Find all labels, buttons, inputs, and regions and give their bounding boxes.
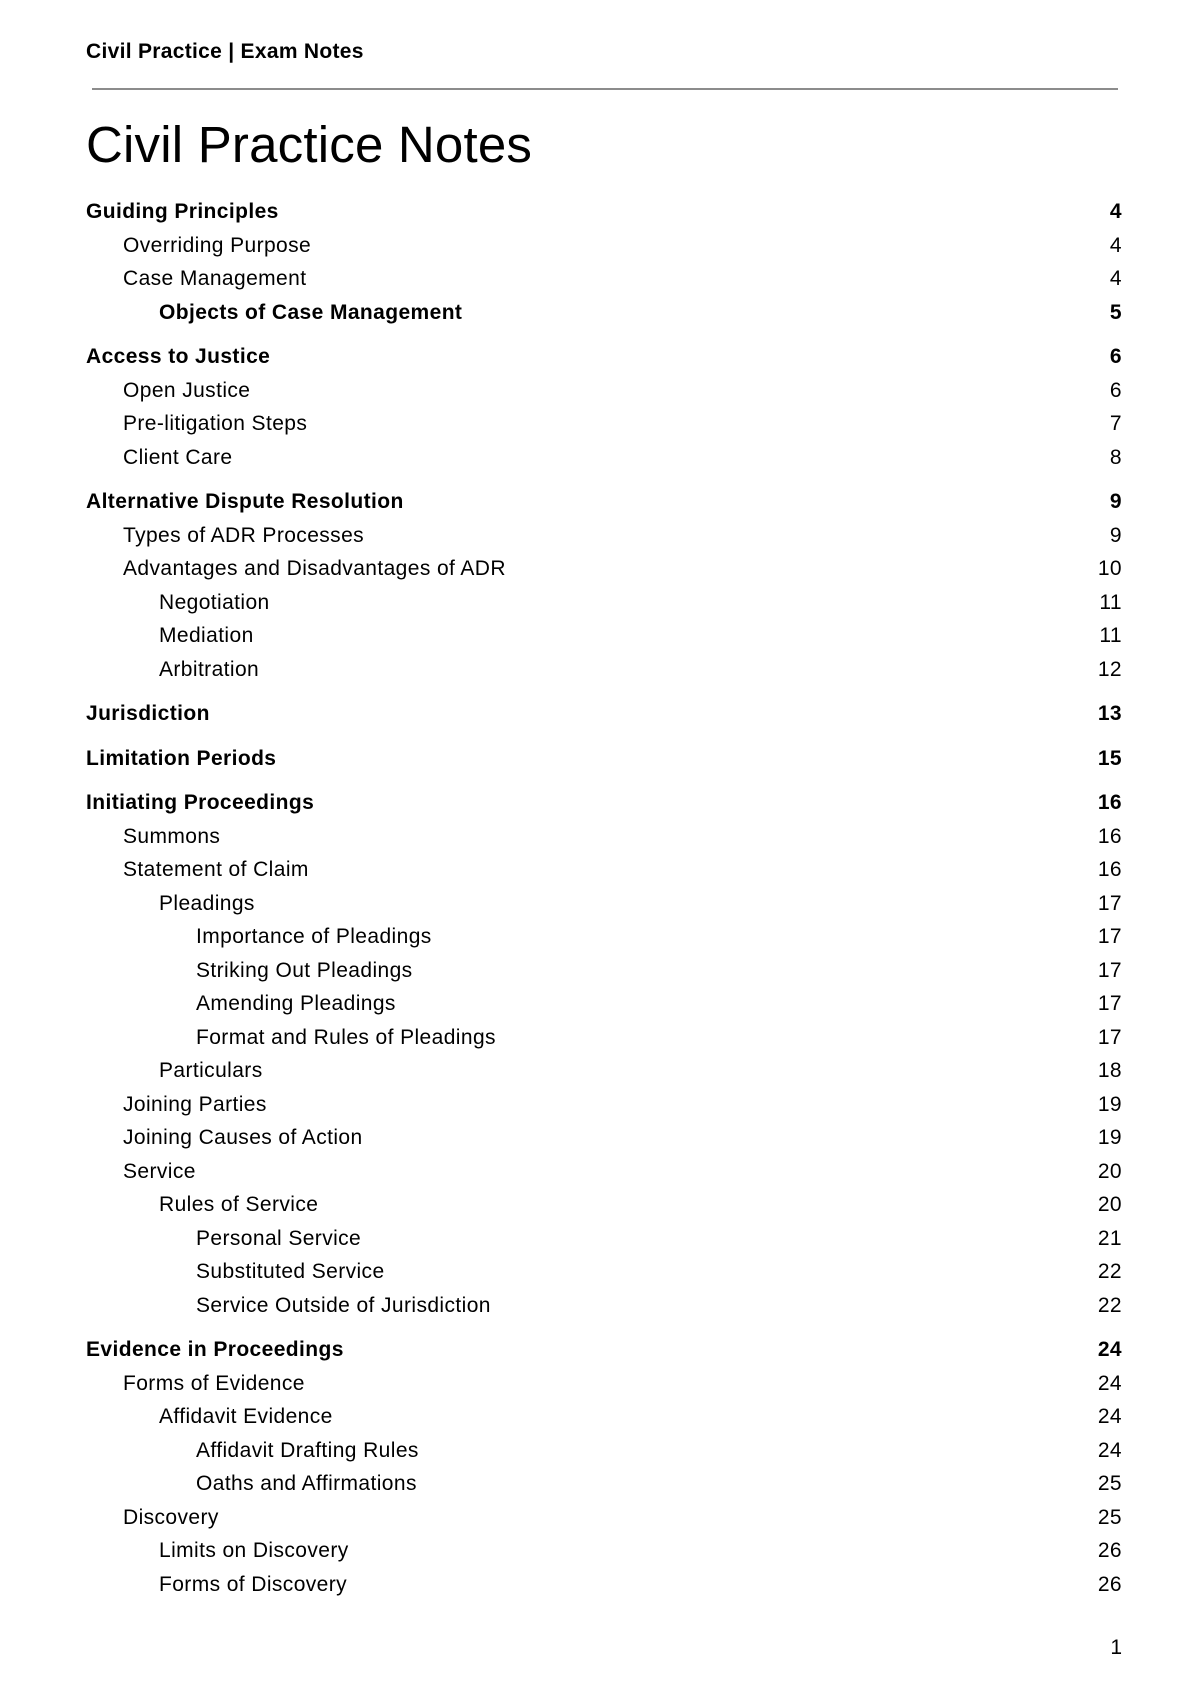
toc-entry-title: Summons <box>123 824 221 848</box>
toc-entry-page: 20 <box>1097 1159 1122 1183</box>
toc-entry-title: Statement of Claim <box>123 858 309 881</box>
toc-entry-title: Limits on Discovery <box>159 1539 349 1562</box>
toc-entry-page: 16 <box>1097 791 1122 814</box>
toc-entry[interactable] <box>86 553 1122 585</box>
toc-entry[interactable] <box>86 821 1122 853</box>
toc-entry-page: 7 <box>1109 412 1122 435</box>
toc-entry[interactable] <box>86 263 1122 295</box>
toc-entry-title: Rules of Service <box>159 1193 319 1216</box>
toc-entry-page: 6 <box>1109 345 1122 368</box>
toc-entry-title: Negotiation <box>159 590 270 614</box>
toc-entry-page: 19 <box>1097 1092 1122 1116</box>
toc-entry-page: 9 <box>1109 490 1122 513</box>
toc-entry-page: 24 <box>1097 1338 1122 1361</box>
toc-entry-title: Open Justice <box>123 378 251 402</box>
toc-entry-page: 19 <box>1097 1126 1122 1149</box>
toc-entry-page: 25 <box>1097 1472 1122 1495</box>
document-title: Civil Practice Notes <box>86 116 533 173</box>
toc-entry-title: Access to Justice <box>86 345 271 368</box>
toc-entry-title: Amending Pleadings <box>196 992 396 1015</box>
toc-entry[interactable] <box>86 442 1122 474</box>
toc-entry-page: 16 <box>1097 824 1122 848</box>
toc-entry-title: Forms of Evidence <box>123 1371 305 1395</box>
toc-entry-page: 17 <box>1097 958 1122 982</box>
toc-entry[interactable] <box>86 955 1122 987</box>
toc-entry-title: Evidence in Proceedings <box>86 1338 344 1361</box>
toc-entry-title: Initiating Proceedings <box>86 791 315 814</box>
toc-entry-title: Pleadings <box>159 891 255 915</box>
toc-entry[interactable] <box>86 1223 1122 1255</box>
toc-entry-title: Substituted Service <box>196 1260 385 1283</box>
toc-entry[interactable] <box>86 1334 1122 1366</box>
toc-entry-page: 26 <box>1097 1539 1122 1562</box>
toc-entry-title: Striking Out Pleadings <box>196 958 413 982</box>
toc-entry[interactable] <box>86 1502 1122 1534</box>
toc-entry[interactable] <box>86 196 1122 228</box>
toc-entry[interactable] <box>86 888 1122 920</box>
toc-entry[interactable] <box>86 1368 1122 1400</box>
toc-entry[interactable] <box>86 375 1122 407</box>
toc-entry-page: 10 <box>1097 557 1122 580</box>
toc-entry-page: 21 <box>1097 1226 1122 1250</box>
toc-entry-title: Format and Rules of Pleadings <box>196 1025 496 1049</box>
toc-entry-page: 9 <box>1109 523 1122 547</box>
toc-entry-title: Forms of Discovery <box>159 1572 348 1596</box>
toc-entry-title: Personal Service <box>196 1226 362 1250</box>
toc-entry[interactable] <box>86 297 1122 329</box>
toc-entry-page: 8 <box>1109 445 1122 469</box>
toc-entry[interactable] <box>86 1189 1122 1221</box>
toc-entry-page: 20 <box>1097 1193 1122 1216</box>
toc-entry[interactable] <box>86 787 1122 819</box>
toc-entry[interactable] <box>86 620 1122 652</box>
toc-entry-title: Service <box>123 1159 196 1183</box>
table-of-contents <box>86 196 1122 1616</box>
toc-entry-page: 4 <box>1109 200 1122 223</box>
toc-entry-page: 26 <box>1097 1572 1122 1596</box>
toc-entry-page: 13 <box>1097 702 1122 725</box>
toc-entry-title: Joining Causes of Action <box>123 1126 363 1149</box>
toc-entry-title: Affidavit Drafting Rules <box>196 1438 419 1462</box>
toc-entry-page: 5 <box>1109 300 1122 324</box>
toc-entry-page: 17 <box>1097 891 1122 915</box>
toc-entry-title: Discovery <box>123 1505 219 1529</box>
toc-entry-title: Affidavit Evidence <box>159 1405 333 1428</box>
toc-entry-page: 24 <box>1097 1405 1122 1428</box>
toc-entry[interactable] <box>86 1401 1122 1433</box>
toc-entry[interactable] <box>86 854 1122 886</box>
running-header: Civil Practice | Exam Notes <box>86 40 364 63</box>
toc-entry[interactable] <box>86 921 1122 953</box>
toc-entry[interactable] <box>86 1156 1122 1188</box>
toc-entry-title: Pre-litigation Steps <box>123 412 308 435</box>
toc-entry-page: 22 <box>1097 1260 1122 1283</box>
toc-entry-title: Case Management <box>123 267 307 290</box>
toc-entry-page: 16 <box>1097 858 1122 881</box>
toc-entry-page: 24 <box>1097 1438 1122 1462</box>
toc-entry-page: 4 <box>1109 233 1122 257</box>
toc-entry[interactable] <box>86 341 1122 373</box>
toc-entry[interactable] <box>86 1256 1122 1288</box>
toc-entry-page: 12 <box>1097 657 1122 681</box>
toc-entry-title: Guiding Principles <box>86 200 279 223</box>
toc-entry-page: 11 <box>1099 624 1122 647</box>
toc-entry[interactable] <box>86 654 1122 686</box>
toc-entry[interactable] <box>86 743 1122 775</box>
toc-entry-page: 15 <box>1097 746 1122 770</box>
toc-entry-title: Objects of Case Management <box>159 300 463 324</box>
toc-entry-title: Oaths and Affirmations <box>196 1472 417 1495</box>
toc-entry[interactable] <box>86 520 1122 552</box>
page-number: 1 <box>1110 1636 1122 1659</box>
toc-entry[interactable] <box>86 1435 1122 1467</box>
toc-entry-page: 18 <box>1097 1059 1122 1082</box>
toc-entry[interactable] <box>86 1535 1122 1567</box>
toc-entry-title: Alternative Dispute Resolution <box>86 490 404 513</box>
toc-entry-title: Service Outside of Jurisdiction <box>196 1293 491 1317</box>
toc-entry[interactable] <box>86 408 1122 440</box>
header-divider <box>92 88 1118 90</box>
toc-entry-page: 24 <box>1097 1371 1122 1395</box>
toc-entry-page: 17 <box>1097 992 1122 1015</box>
toc-entry[interactable] <box>86 1468 1122 1500</box>
toc-entry[interactable] <box>86 698 1122 730</box>
toc-entry-page: 22 <box>1097 1293 1122 1317</box>
toc-entry[interactable] <box>86 1089 1122 1121</box>
toc-entry-title: Overriding Purpose <box>123 233 312 257</box>
toc-entry-title: Arbitration <box>159 657 260 681</box>
toc-entry-title: Mediation <box>159 624 254 647</box>
toc-entry-title: Client Care <box>123 445 233 469</box>
toc-entry-page: 17 <box>1097 925 1122 948</box>
toc-entry-title: Importance of Pleadings <box>196 925 432 948</box>
toc-entry-title: Types of ADR Processes <box>123 523 365 547</box>
toc-entry-title: Joining Parties <box>123 1092 267 1116</box>
toc-entry-title: Advantages and Disadvantages of ADR <box>123 557 506 580</box>
toc-entry-page: 17 <box>1097 1025 1122 1049</box>
toc-entry-title: Particulars <box>159 1059 263 1082</box>
toc-entry[interactable] <box>86 1290 1122 1322</box>
toc-entry-title: Limitation Periods <box>86 746 277 770</box>
toc-entry[interactable] <box>86 988 1122 1020</box>
toc-entry-page: 6 <box>1109 378 1122 402</box>
toc-entry[interactable] <box>86 1022 1122 1054</box>
toc-entry[interactable] <box>86 1055 1122 1087</box>
toc-entry[interactable] <box>86 1122 1122 1154</box>
toc-entry[interactable] <box>86 587 1122 619</box>
toc-entry-title: Jurisdiction <box>86 702 210 725</box>
toc-entry[interactable] <box>86 486 1122 518</box>
toc-entry-page: 4 <box>1109 267 1122 290</box>
toc-entry-page: 25 <box>1097 1505 1122 1529</box>
toc-entry[interactable] <box>86 230 1122 262</box>
toc-entry[interactable] <box>86 1569 1122 1601</box>
toc-entry-page: 11 <box>1099 590 1122 614</box>
